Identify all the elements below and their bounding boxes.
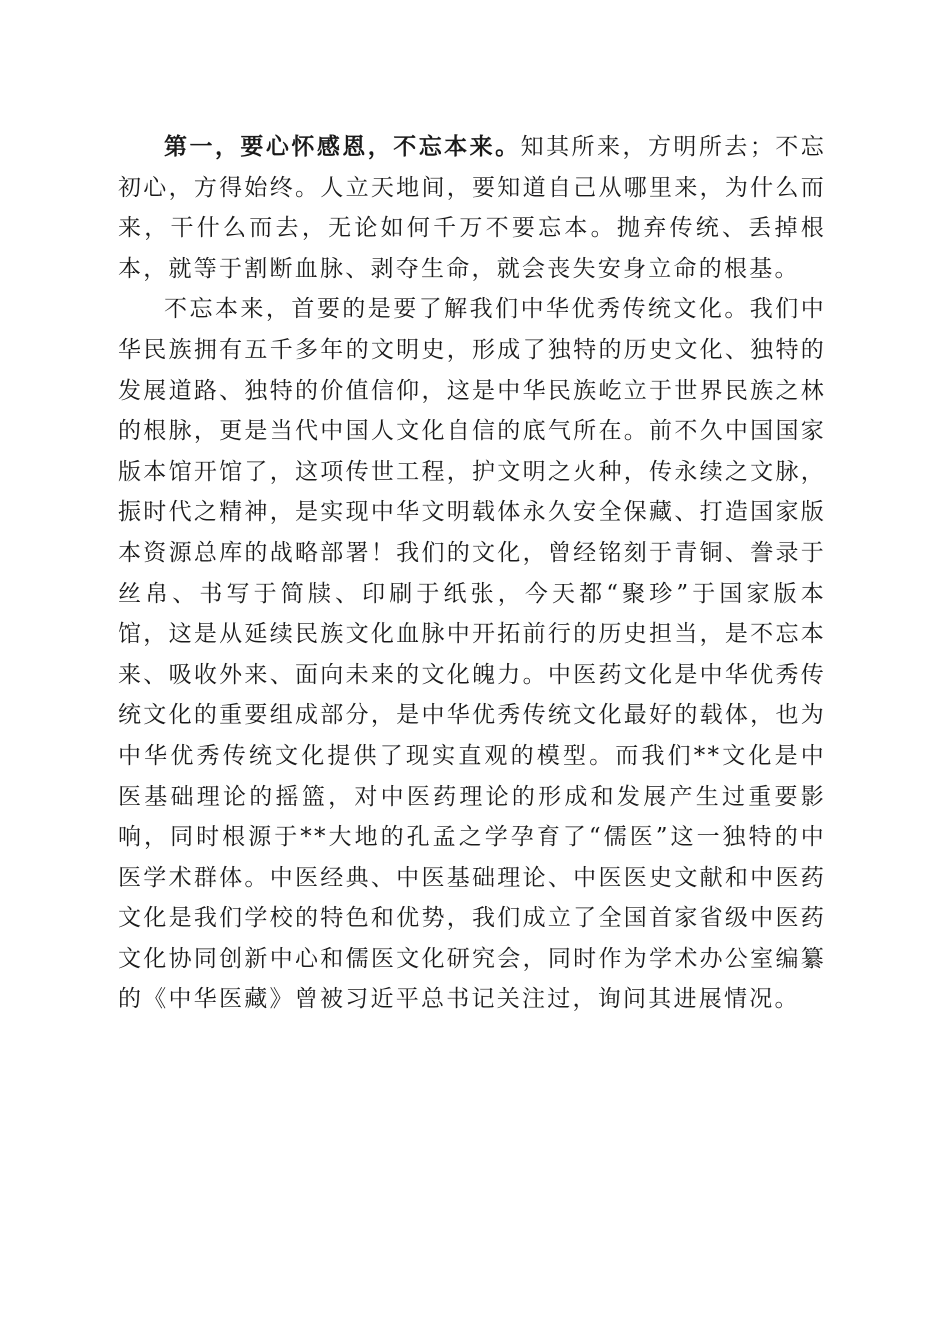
paragraph-1-lead: 第一，要心怀感恩，不忘本来。	[164, 133, 521, 160]
paragraph-2	[118, 289, 826, 1020]
paragraph-2-text: 不忘本来，首要的是要了解我们中华优秀传统文化。我们中华民族拥有五千多年的文明史，形成了独特的历史文化、独特的发展道路、独特的价值信仰，这是中华民族屹立于世界民族之林的根脉，更是当代中国人文化自信的底气所在。前不久中国国家版本馆开馆了，这项传世工程，护文明之火种，传永续之文脉，振时代之精神，是实现中华文明载体永久安全保藏、打造国家版本资源总库的战略部署！我们的文化，曾经铭刻于青铜、誊录于丝帛、书写于简牍、印刷于纸张，今天都“聚珍”于国家版本馆，这是从延续民族文化血脉中开拓前行的历史担当，是不忘本来、吸收外来、面向未来的文化魄力。中医药文化是中华优秀传统文化的重要组成部分，是中华优秀传统文化最好的载体，也为中华优秀传统文化提供了现实直观的模型。而我们**文化是中医基础理论的摇篮，对中医药理论的形成和发展产生过重要影响，同时根源于**大地的孔孟之学孕育了“儒医”这一独特的中医学术群体。中医经典、中医基础理论、中医医史文献和中医药文化是我们学校的特色和优势，我们成立了全国首家省级中医药文化协同创新中心和儒医文化研究会，同时作为学术办公室编纂的《中华医藏》曾被习近平总书记关注过，询问其进展情况。	[118, 296, 826, 1013]
paragraph-1	[118, 127, 826, 289]
paragraph-1-text: 知其所来，方明所去；不忘初心，方得始终。人立天地间，要知道自己从哪里来，为什么而来，干什么而去，无论如何千万不要忘本。抛弃传统、丢掉根本，就等于割断血脉、剥夺生命，就会丧失安身立命的根基。	[118, 134, 827, 282]
document-body	[118, 127, 826, 1020]
